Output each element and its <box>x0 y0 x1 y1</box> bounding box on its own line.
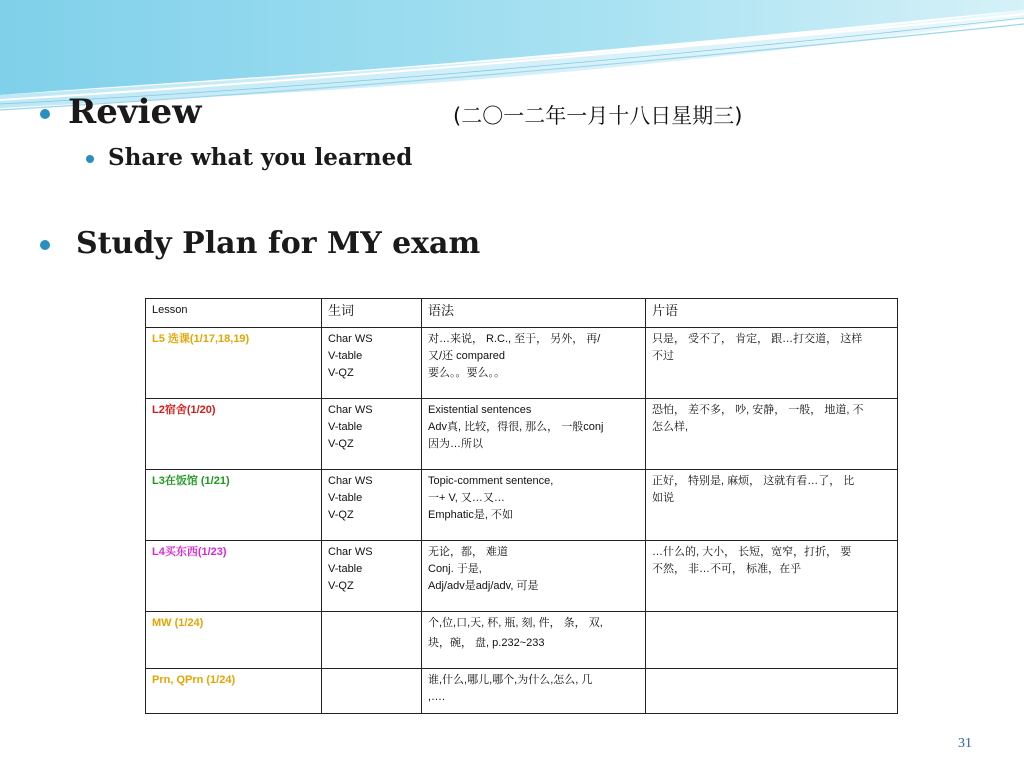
grammar-line: 要么。。要么。。 <box>428 367 505 379</box>
vocab-item: V-table <box>328 421 363 433</box>
grammar-line: 因为…所以 <box>428 438 483 450</box>
page-number: 31 <box>958 736 972 751</box>
share-subheading: Share what you learned <box>108 144 413 171</box>
grammar-line: Existential sentences <box>428 404 532 416</box>
grammar-line: 个,位,口,天, 杯, 瓶, 刻, 件， 条， 双, <box>428 617 603 629</box>
vocab-item: Char WS <box>328 404 373 416</box>
header-lesson: Lesson <box>146 299 322 328</box>
phrase-line: 不然， 非…不可， 标准，在乎 <box>652 563 802 575</box>
lesson-name: L3在饭馆 (1/21) <box>152 475 230 487</box>
vocab-empty <box>322 669 422 714</box>
table-row <box>146 470 898 541</box>
vocab-item: V-table <box>328 492 363 504</box>
header-vocab: 生词 <box>322 299 422 328</box>
table-row <box>146 669 898 714</box>
lesson-name: L2宿舍(1/20) <box>152 404 216 416</box>
table-row <box>146 328 898 399</box>
grammar-line: Conj. 于是, <box>428 563 482 575</box>
phrase-line: 如说 <box>652 492 674 504</box>
grammar-line: Topic-comment sentence, <box>428 475 554 487</box>
table-row <box>146 399 898 470</box>
vocab-empty <box>322 612 422 669</box>
study-plan-heading: Study Plan for MY exam <box>76 226 481 261</box>
grammar-line: 对…来说， R.C., 至于， 另外， 再/ <box>428 333 601 345</box>
grammar-line: Emphatic是, 不如 <box>428 509 513 521</box>
phrases-empty <box>646 669 898 714</box>
lesson-name: L4买东西(1/23) <box>152 546 227 558</box>
lesson-name: L5 选课(1/17,18,19) <box>152 333 250 345</box>
vocab-item: V-QZ <box>328 367 354 379</box>
lesson-name: Prn, QPrn (1/24) <box>152 674 236 686</box>
table-header-row <box>146 299 898 328</box>
phrase-line: 只是， 受不了， 肯定， 跟…打交道， 这样 <box>652 333 863 345</box>
vocab-item: V-QZ <box>328 509 354 521</box>
lesson-name: MW (1/24) <box>152 617 204 629</box>
phrase-line: 恐怕， 差不多， 吵, 安静， 一般， 地道, 不 <box>652 404 864 416</box>
review-bullet <box>40 109 50 119</box>
grammar-line: Adj/adv是adj/adv, 可是 <box>428 580 539 592</box>
table-row <box>146 612 898 669</box>
review-heading: Review <box>68 92 202 132</box>
phrase-line: …什么的, 大小， 长短，宽窄，打折， 要 <box>652 546 852 558</box>
vocab-item: V-QZ <box>328 580 354 592</box>
phrase-line: 不过 <box>652 350 674 362</box>
grammar-line: 一+ V, 又…又… <box>428 492 505 504</box>
share-bullet <box>86 155 94 163</box>
study-plan-table <box>145 298 898 714</box>
grammar-line: Adv真, 比较，得很, 那么， 一般conj <box>428 421 604 433</box>
vocab-item: Char WS <box>328 475 373 487</box>
grammar-line: 块，碗， 盘, p.232~233 <box>428 637 545 649</box>
grammar-line: 又/还 compared <box>428 350 506 362</box>
phrase-line: 正好， 特别是, 麻烦， 这就有看…了， 比 <box>652 475 855 487</box>
vocab-item: Char WS <box>328 333 373 345</box>
header-grammar: 语法 <box>422 299 646 328</box>
grammar-line: 谁,什么,哪儿,哪个,为什么,怎么, 几 <box>428 674 593 686</box>
vocab-item: Char WS <box>328 546 373 558</box>
vocab-item: V-QZ <box>328 438 354 450</box>
study-bullet <box>40 240 50 250</box>
table-row <box>146 541 898 612</box>
phrase-line: 怎么样, <box>652 421 689 433</box>
grammar-line: ,…. <box>428 691 446 703</box>
date-text: (二〇一二年一月十八日星期三) <box>453 104 743 128</box>
phrases-empty <box>646 612 898 669</box>
vocab-item: V-table <box>328 563 363 575</box>
vocab-item: V-table <box>328 350 363 362</box>
grammar-line: 无论，都， 难道 <box>428 546 509 558</box>
header-phrases: 片语 <box>646 299 898 328</box>
